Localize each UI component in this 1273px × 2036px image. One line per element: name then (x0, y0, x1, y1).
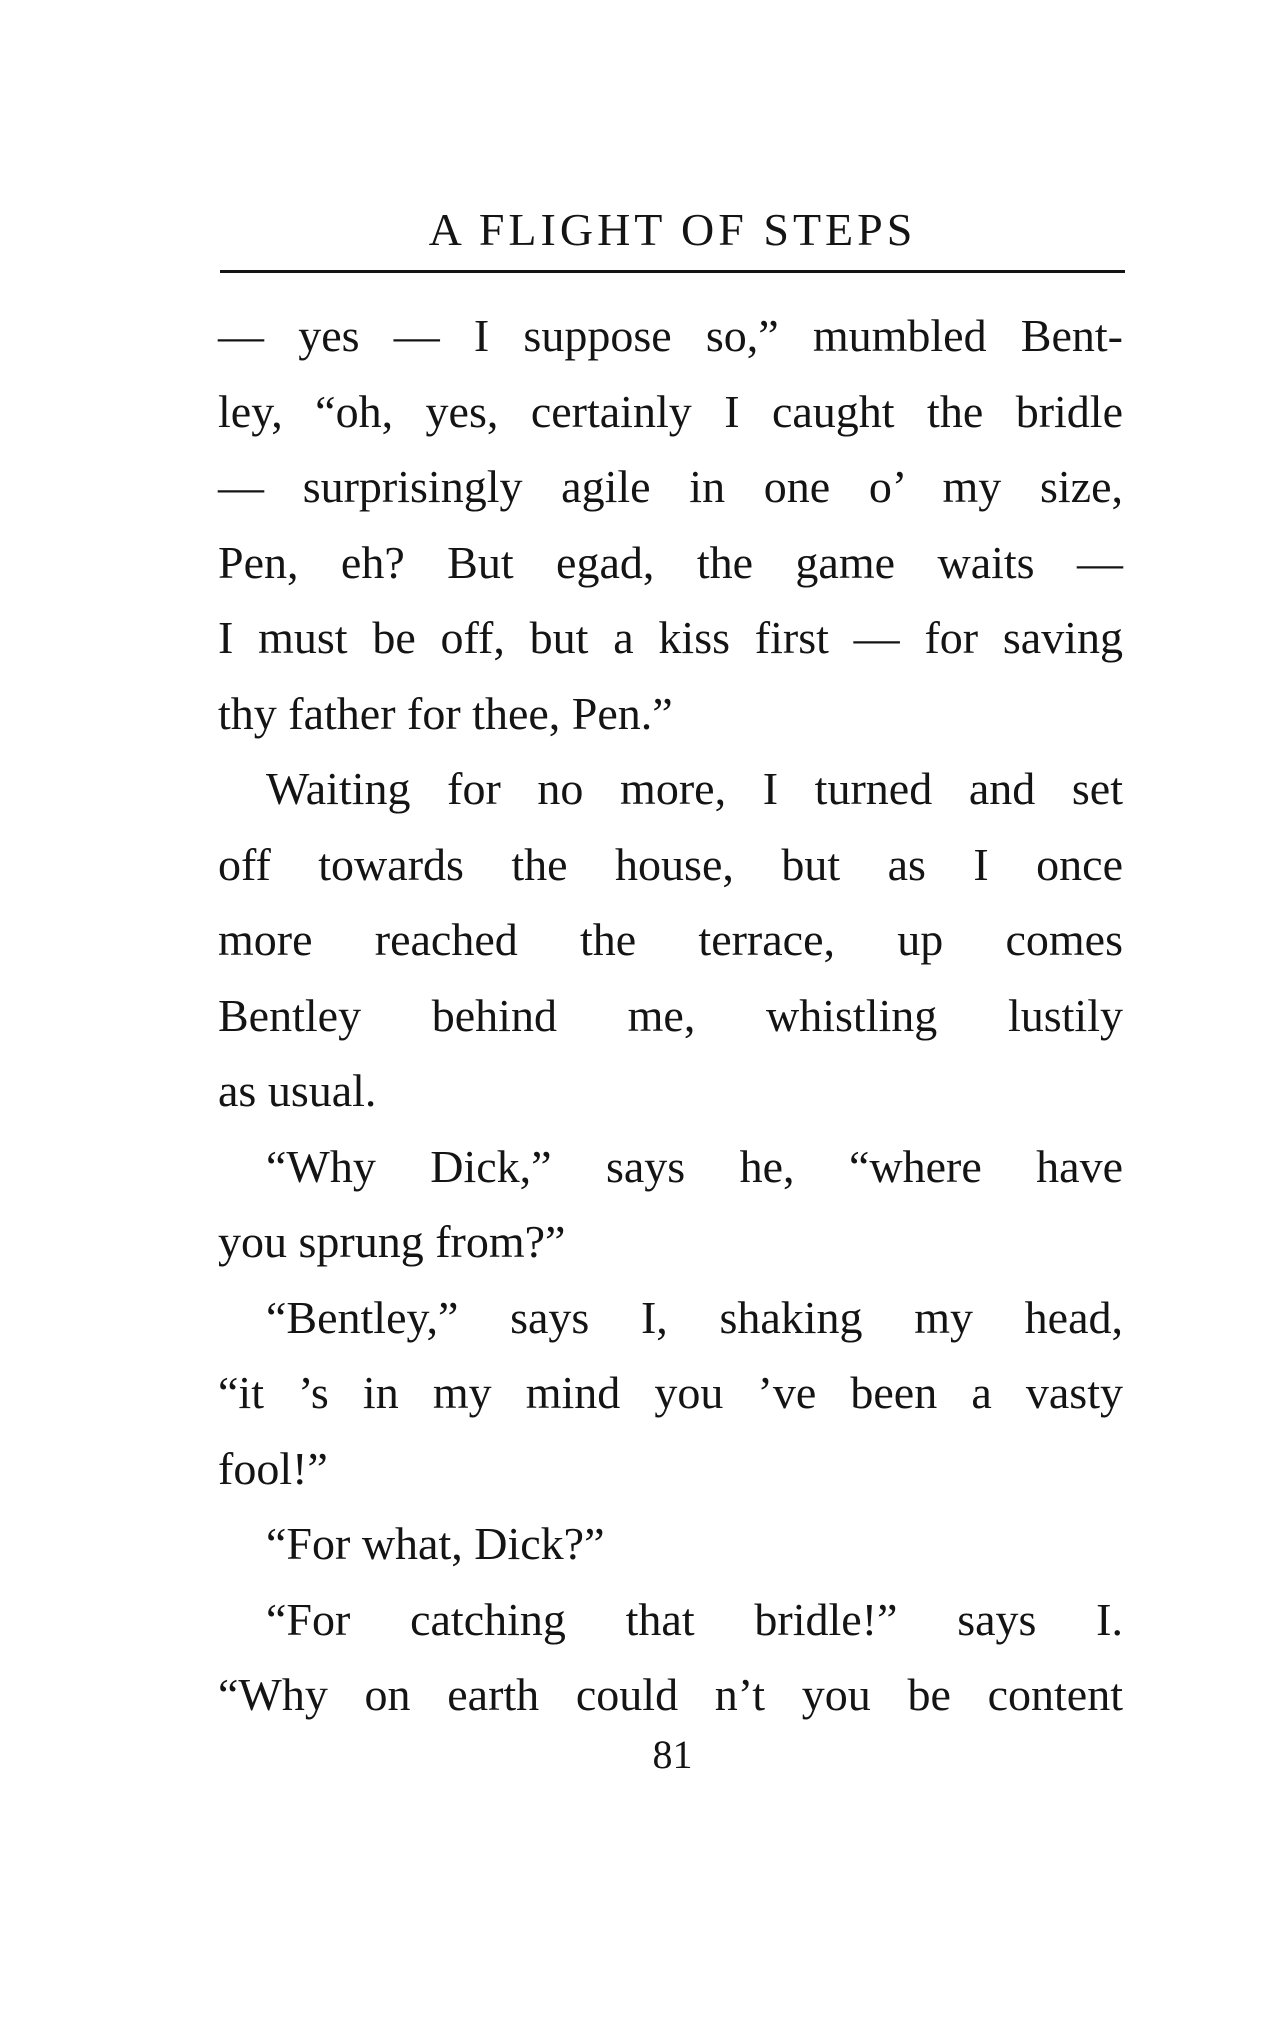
text-line: “it ’s in my mind you ’ve been a vasty (218, 1367, 1123, 1418)
body-text (218, 298, 1123, 1733)
text-line: “Why Dick,” says he, “where have (266, 1140, 1123, 1192)
text-line: you sprung from?” (218, 1216, 566, 1267)
text-line: I must be off, but a kiss first — for saving (218, 612, 1123, 663)
text-line: Pen, eh? But egad, the game waits — (218, 536, 1123, 588)
running-head: A FLIGHT OF STEPS (428, 204, 917, 255)
text-line: “Why on earth could n’t you be content (218, 1669, 1123, 1720)
text-line: fool!” (218, 1442, 328, 1494)
text-line: as usual. (218, 1065, 377, 1116)
text-line: “For catching that bridle!” says I. (266, 1593, 1123, 1645)
text-line: Waiting for no more, I turned and set (266, 763, 1123, 814)
text-line: “Bentley,” says I, shaking my head, (266, 1291, 1123, 1343)
text-line: thy father for thee, Pen.” (218, 687, 673, 739)
text-line: Bentley behind me, whistling lustily (218, 989, 1123, 1041)
text-line: off towards the house, but as I once (218, 838, 1123, 890)
text-line: more reached the terrace, up comes (218, 914, 1123, 965)
header-rule (220, 270, 1125, 273)
text-line: “For what, Dick?” (266, 1518, 605, 1569)
text-line: — yes — I suppose so,” mumbled Bent- (218, 310, 1123, 361)
text-line: — surprisingly agile in one o’ my size, (218, 461, 1123, 512)
page-number: 81 (652, 1732, 693, 1777)
text-line: ley, “oh, yes, certainly I caught the bridle (218, 385, 1123, 437)
